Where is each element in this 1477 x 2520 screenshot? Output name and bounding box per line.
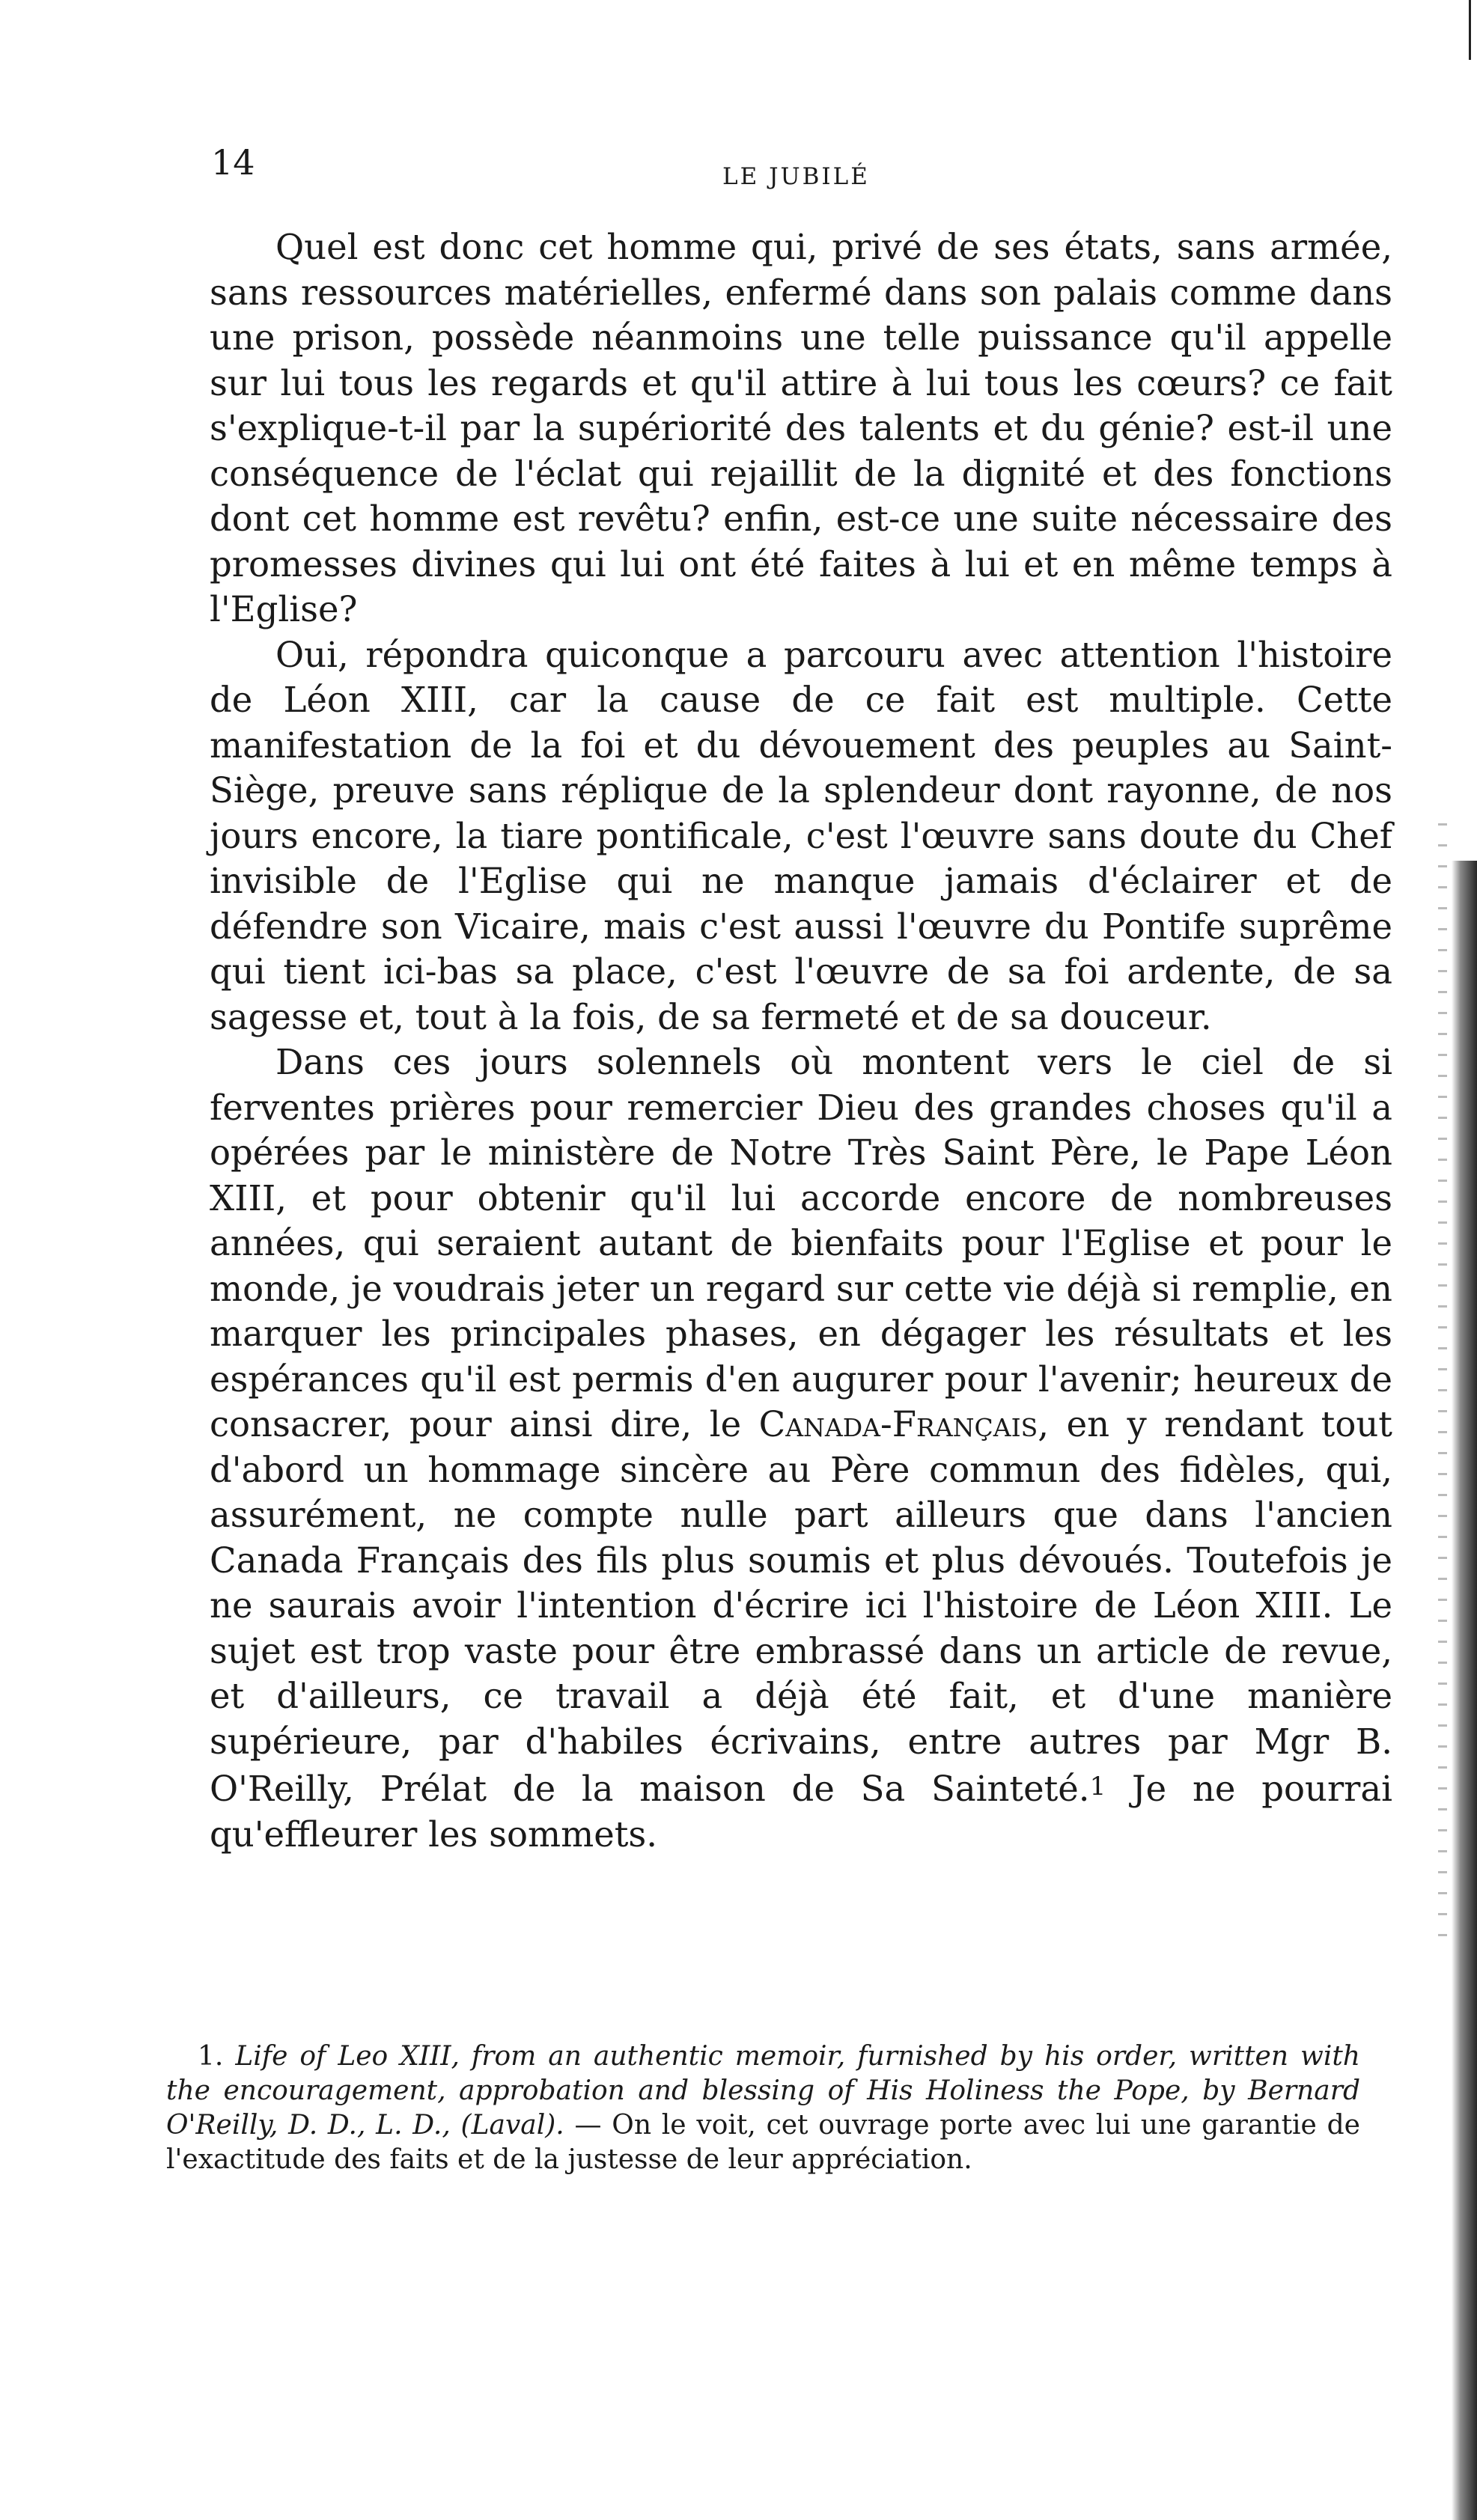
paragraph-3-middle: , en y rendant tout d'abord un hommage sincère au Père commun des fidèles, qui, assurément, ne compte nulle part ailleurs que dans l'ancien Canada Français des fils plus soumis et plus dévoués. Toutefois je ne saurais avoir l'intention d'écrire ici l'histoire de Léon XIII. Le sujet est trop vaste pour être embrassé dans un article de revue, et d'ailleurs, ce travail a déjà été fait, et d'une manière supérieure, par d'habiles écrivains, entre autres par Mgr B. O'Reilly, Prélat de la maison de Sa Sainteté. [210, 1404, 1392, 1809]
page-edge-shadow [1452, 861, 1477, 2520]
footnote-book-title: Life of Leo XIII, from an authentic memoir, furnished by his order, written with the encouragement, approbation and blessing of His Holiness the Pope, by Bernard O'Reilly, D. D., L. D., (Laval). [166, 2041, 1360, 2141]
footnote-number: 1. [198, 2041, 224, 2072]
journal-name: Canada-Français [758, 1404, 1038, 1444]
page-number: 14 [211, 142, 255, 183]
page-edge-specks [1438, 823, 1447, 1946]
paragraph-3-end: Je ne pourrai qu'effleurer les sommets. [210, 1769, 1392, 1855]
running-title: LE JUBILÉ [722, 163, 870, 190]
paragraph-2: Oui, répondra quiconque a parcouru avec attention l'histoire de Léon XIII, car la cause de ce fait est multiple. Cette manifestation de la foi et du dévouement des peuples au Saint-Siège, preuve sans réplique de la splendeur dont rayonne, de nos jours encore, la tiare pontificale, c'est l'œuvre sans doute du Chef invisible de l'Eglise qui ne manque jamais d'éclairer et de défendre son Vicaire, mais c'est aussi l'œuvre du Pontife suprême qui tient ici-bas sa place, c'est l'œuvre de sa foi ardente, de sa sagesse et, tout à la fois, de sa fermeté et de sa douceur. [210, 634, 1392, 1037]
footnote-reference: 1 [1089, 1772, 1106, 1801]
paragraph-3-start: Dans ces jours solennels où montent vers le ciel de si ferventes prières pour remercier Dieu des grandes choses qu'il a opérées par le ministère de Notre Très Saint Père, le Pape Léon XIII, et pour obtenir qu'il lui accorde encore de nombreuses années, qui seraient autant de bienfaits pour l'Eglise et pour le monde, je voudrais jeter un regard sur cette vie déjà si remplie, en marquer les principales phases, en dégager les résultats et les espérances qu'il est permis d'en augurer pour l'avenir; heureux de consacrer, pour ainsi dire, le [210, 1042, 1393, 1444]
main-text [210, 225, 1392, 1857]
paragraph-1: Quel est donc cet homme qui, privé de ses états, sans armée, sans ressources matérielles, enfermé dans son palais comme dans une prison, possède néanmoins une telle puissance qu'il appelle sur lui tous les regards et qu'il attire à lui tous les cœurs? ce fait s'explique-t-il par la supériorité des talents et du génie? est-il une conséquence de l'éclat qui rejaillit de la dignité et des fonctions dont cet homme est revêtu? enfin, est-ce une suite nécessaire des promesses divines qui lui ont été faites à lui et en même temps à l'Eglise? [210, 227, 1392, 629]
paragraph-3 [210, 1040, 1392, 1857]
footnote-text [166, 2040, 1360, 2177]
footnote [166, 2040, 1360, 2177]
footnote-remark: — On le voit, cet ouvrage porte avec lui une garantie de l'exactitude des faits et de la justesse de leur appréciation. [166, 2110, 1360, 2175]
page-edge-line [1469, 0, 1471, 60]
